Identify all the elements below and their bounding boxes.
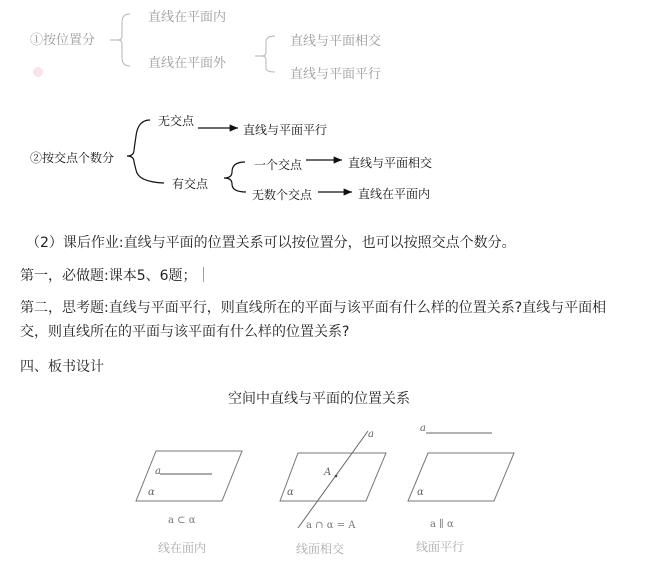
result-intersect: 直线与平面相交 bbox=[348, 156, 433, 170]
fig1-line-label: a bbox=[155, 466, 161, 477]
sub-intersect: 直线与平面相交 bbox=[290, 34, 382, 49]
point-A bbox=[335, 475, 338, 478]
fig2-caption: 线面相交 bbox=[296, 542, 345, 556]
figure-line-in-plane bbox=[136, 451, 242, 555]
no-point-label: 无交点 bbox=[158, 114, 195, 128]
plane-3 bbox=[408, 453, 514, 501]
fig3-line-label: a bbox=[420, 423, 426, 434]
infinite-points-label: 无数个交点 bbox=[252, 188, 313, 202]
homework-paragraph: （2）课后作业:直线与平面的位置关系可以按位置分，也可以按照交点个数分。 bbox=[26, 235, 516, 251]
figure-line-intersect-plane bbox=[280, 429, 386, 556]
thinking-question: 第二，思考题:直线与平面平行，则直线所在的平面与该平面有什么样的位置关系?直线与平面相交，则直线所在的平面与该平面有什么样的位置关系? bbox=[20, 300, 607, 340]
has-point-label: 有交点 bbox=[172, 177, 209, 191]
fig3-plane-label: α bbox=[417, 487, 424, 498]
result-parallel: 直线与平面平行 bbox=[243, 123, 328, 137]
figure-line-parallel-plane bbox=[408, 423, 514, 554]
fig2-line-label: a bbox=[368, 429, 374, 440]
result-in-plane: 直线在平面内 bbox=[358, 187, 431, 201]
fig1-caption: 线在面内 bbox=[158, 541, 207, 555]
fig2-point-label: A bbox=[324, 467, 332, 478]
section-board-design: 四、板书设计 bbox=[20, 359, 104, 375]
fig2-plane-label: α bbox=[287, 487, 294, 498]
one-point-label: 一个交点 bbox=[254, 158, 303, 172]
fig2-formula: a ∩ α = A bbox=[306, 520, 356, 531]
fig3-caption: 线面平行 bbox=[416, 540, 465, 554]
sub-parallel: 直线与平面平行 bbox=[290, 67, 382, 82]
board-title: 空间中直线与平面的位置关系 bbox=[228, 391, 410, 407]
fig3-formula: a ∥ α bbox=[430, 519, 454, 530]
branch-out-plane: 直线在平面外 bbox=[148, 56, 227, 71]
required-homework-text: 第一，必做题:课本5、6题； bbox=[20, 268, 197, 284]
branch-in-plane: 直线在平面内 bbox=[148, 10, 227, 25]
line-a-2 bbox=[298, 431, 368, 528]
plane-2 bbox=[280, 453, 386, 501]
fig1-formula: a ⊂ α bbox=[168, 515, 196, 526]
position-root-label: ①按位置分 bbox=[30, 33, 96, 48]
fig1-plane-label: α bbox=[148, 487, 155, 498]
intersection-root-label: ②按交点个数分 bbox=[30, 151, 115, 165]
